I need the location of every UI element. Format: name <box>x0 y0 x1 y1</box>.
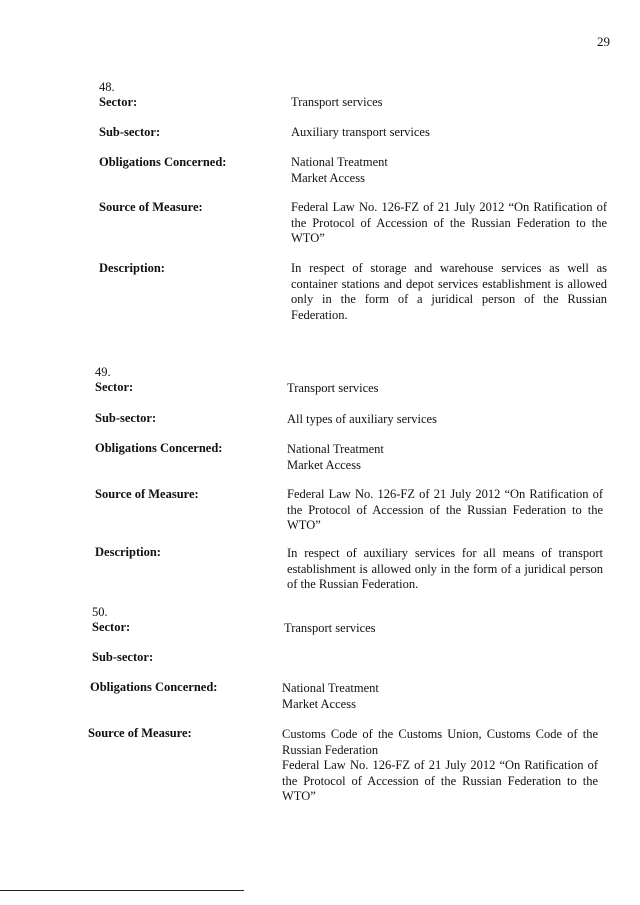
obligation-item: Market Access <box>287 457 361 472</box>
description-label: Description: <box>99 261 165 275</box>
source-value <box>282 727 598 805</box>
sector-label: Sector: <box>92 620 131 634</box>
subsector-label: Sub-sector: <box>92 650 154 664</box>
obligations-label: Obligations Concerned: <box>90 680 218 694</box>
obligations-value <box>291 155 388 186</box>
entry-number: 49. <box>95 365 111 379</box>
page-number: 29 <box>597 34 610 49</box>
description-value: In respect of auxiliary services for all means of transport establishment is allowed only in the form of a juridical person of the Russian Federation. <box>287 546 603 591</box>
subsector-value: All types of auxiliary services <box>287 412 437 426</box>
source-label: Source of Measure: <box>88 726 192 740</box>
footer-rule <box>0 890 244 891</box>
source-line: Federal Law No. 126-FZ of 21 July 2012 “On Ratification of the Protocol of Accession of the Russian Federation to the WTO” <box>282 758 598 803</box>
sector-label: Sector: <box>99 95 138 109</box>
sector-label: Sector: <box>95 380 134 394</box>
entry-number: 50. <box>92 605 108 619</box>
obligations-label: Obligations Concerned: <box>99 155 227 169</box>
subsector-label: Sub-sector: <box>95 411 157 425</box>
sector-value: Transport services <box>287 381 379 395</box>
source-label: Source of Measure: <box>99 200 203 214</box>
obligations-value <box>287 442 384 473</box>
entry-number: 48. <box>99 80 115 94</box>
subsector-label: Sub-sector: <box>99 125 161 139</box>
obligation-item: Market Access <box>291 170 365 185</box>
source-label: Source of Measure: <box>95 487 199 501</box>
obligation-item: Market Access <box>282 696 356 711</box>
description-label: Description: <box>95 545 161 559</box>
source-line: Customs Code of the Customs Union, Customs Code of the Russian Federation <box>282 727 598 757</box>
sector-value: Transport services <box>291 95 383 109</box>
obligation-item: National Treatment <box>291 155 388 169</box>
source-value: Federal Law No. 126-FZ of 21 July 2012 “On Ratification of the Protocol of Accession of the Russian Federation to the WTO” <box>291 200 607 245</box>
obligation-item: National Treatment <box>287 442 384 456</box>
source-value: Federal Law No. 126-FZ of 21 July 2012 “On Ratification of the Protocol of Accession of the Russian Federation to the WTO” <box>287 487 603 532</box>
subsector-value: Auxiliary transport services <box>291 125 430 139</box>
description-value: In respect of storage and warehouse services as well as container stations and depot services establishment is allowed only in the form of a juridical person of the Russian Federation. <box>291 261 607 322</box>
obligation-item: National Treatment <box>282 681 379 695</box>
obligations-label: Obligations Concerned: <box>95 441 223 455</box>
sector-value: Transport services <box>284 621 376 635</box>
obligations-value <box>282 681 379 712</box>
